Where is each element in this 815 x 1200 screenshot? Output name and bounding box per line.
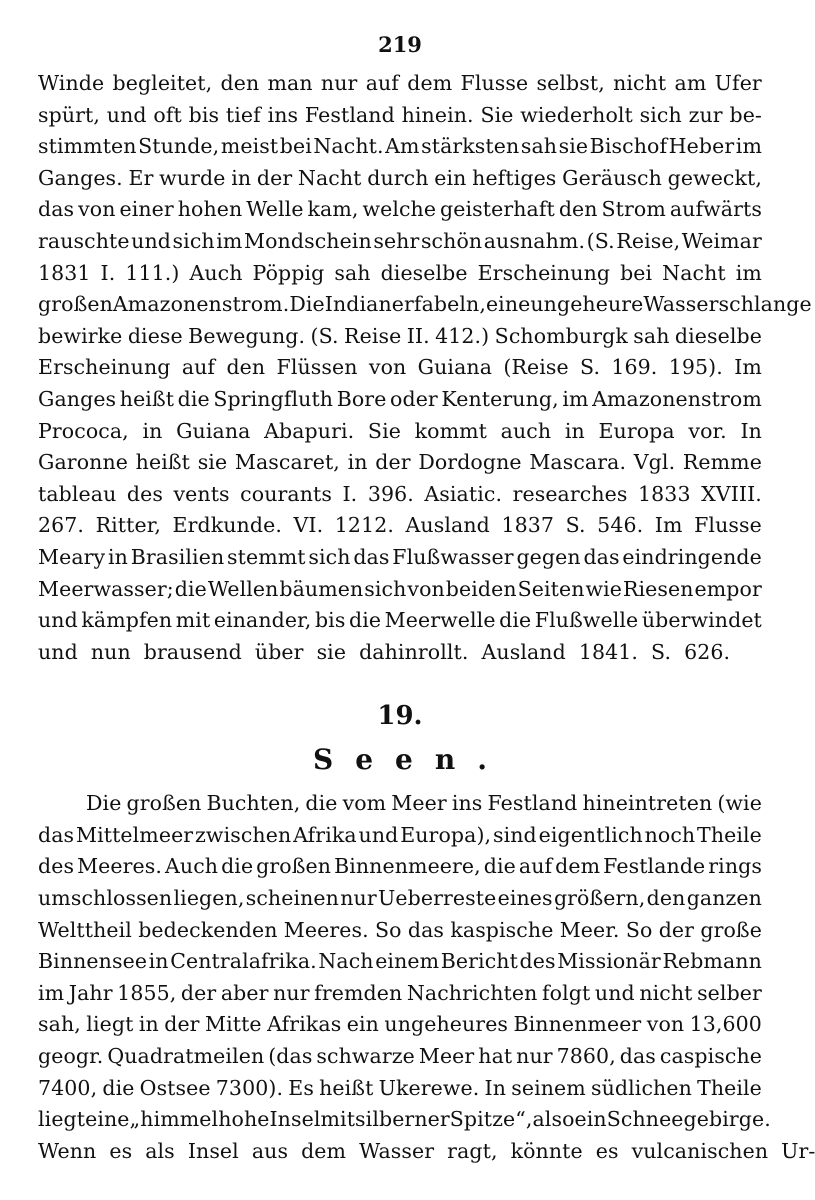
text-line: rauschte und sich im Mondschein sehr schön ausnahm. (S. Reise, Weimar <box>38 228 762 253</box>
text-line: Meerwasser; die Wellen bäumen sich von beiden Seiten wie Riesen empor <box>38 576 762 601</box>
section-title: Seen. <box>313 743 509 777</box>
text-line: 7400, die Ostsee 7300). Es heißt Ukerewe. In seinem südlichen Theile <box>38 1075 762 1100</box>
text-line: spürt, und oft bis tief ins Festland hinein. Sie wiederholt sich zur be- <box>38 102 762 127</box>
text-line: umschlossen liegen, scheinen nur Ueberreste eines größern, den ganzen <box>38 886 762 911</box>
text-line: Die großen Buchten, die vom Meer ins Festland hineintreten (wie <box>86 791 762 816</box>
page-number: 219 <box>378 32 422 57</box>
text-line: Erscheinung auf den Flüssen von Guiana (Reise S. 169. 195). Im <box>38 355 762 380</box>
text-line: bewirke diese Bewegung. (S. Reise II. 412.) Schomburgk sah dieselbe <box>38 323 762 348</box>
text-line: stimmten Stunde, meist bei Nacht. Am stärksten sah sie Bischof Heber im <box>38 134 762 159</box>
text-line: Wenn es als Insel aus dem Wasser ragt, könnte es vulcanischen Ur- <box>38 1138 815 1163</box>
paragraph-tidal-bore <box>38 68 812 668</box>
section-number: 19. <box>377 701 423 732</box>
text-line: Winde begleitet, den man nur auf dem Flusse selbst, nicht am Ufer <box>38 71 762 95</box>
text-line: sah, liegt in der Mitte Afrikas ein ungeheures Binnenmeer von 13,600 <box>38 1012 762 1037</box>
text-line: das Mittelmeer zwischen Afrika und Europa), sind eigentlich noch Theile <box>38 822 762 847</box>
text-line: liegt eine „himmelhohe Insel mit silberner Spitze“, also ein Schneegebirge. <box>38 1107 771 1132</box>
text-line: das von einer hohen Welle kam, welche geisterhaft den Strom aufwärts <box>38 197 762 222</box>
text-line: Welttheil bedeckenden Meeres. So das kaspische Meer. So der große <box>38 917 762 942</box>
text-line: Binnensee in Centralafrika. Nach einem Bericht des Missionär Rebmann <box>38 949 762 974</box>
text-line: Ganges heißt die Springfluth Bore oder Kenterung, im Amazonenstrom <box>38 386 762 411</box>
text-line: geogr. Quadratmeilen (das schwarze Meer hat nur 7860, das caspische <box>38 1044 762 1069</box>
text-line: und nun brausend über sie dahinrollt. Ausland 1841. S. 626. <box>38 639 731 664</box>
text-line: 1831 I. 111.) Auch Pöppig sah dieselbe Erscheinung bei Nacht im <box>38 260 762 285</box>
paragraph-lakes <box>38 788 815 1167</box>
text-line: des Meeres. Auch die großen Binnenmeere, die auf dem Festlande rings <box>38 854 762 879</box>
text-line: tableau des vents courants I. 396. Asiatic. researches 1833 XVIII. <box>38 481 762 506</box>
text-line: Prococa, in Guiana Abapuri. Sie kommt auch in Europa vor. In <box>38 418 762 443</box>
text-line: Garonne heißt sie Mascaret, in der Dordogne Mascara. Vgl. Remme <box>38 450 762 475</box>
text-line: Ganges. Er wurde in der Nacht durch ein heftiges Geräusch geweckt, <box>38 165 762 190</box>
text-line: Meary in Brasilien stemmt sich das Flußwasser gegen das eindringende <box>38 544 762 569</box>
book-page <box>38 28 815 1167</box>
text-line: im Jahr 1855, der aber nur fremden Nachrichten folgt und nicht selber <box>38 980 762 1005</box>
text-line: und kämpfen mit einander, bis die Meerwelle die Flußwelle überwindet <box>38 608 762 633</box>
text-line: großen Amazonenstrom. Die Indianer fabeln, eine ungeheure Wasserschlange <box>38 292 812 317</box>
text-line: 267. Ritter, Erdkunde. VI. 1212. Ausland 1837 S. 546. Im Flusse <box>38 513 762 538</box>
